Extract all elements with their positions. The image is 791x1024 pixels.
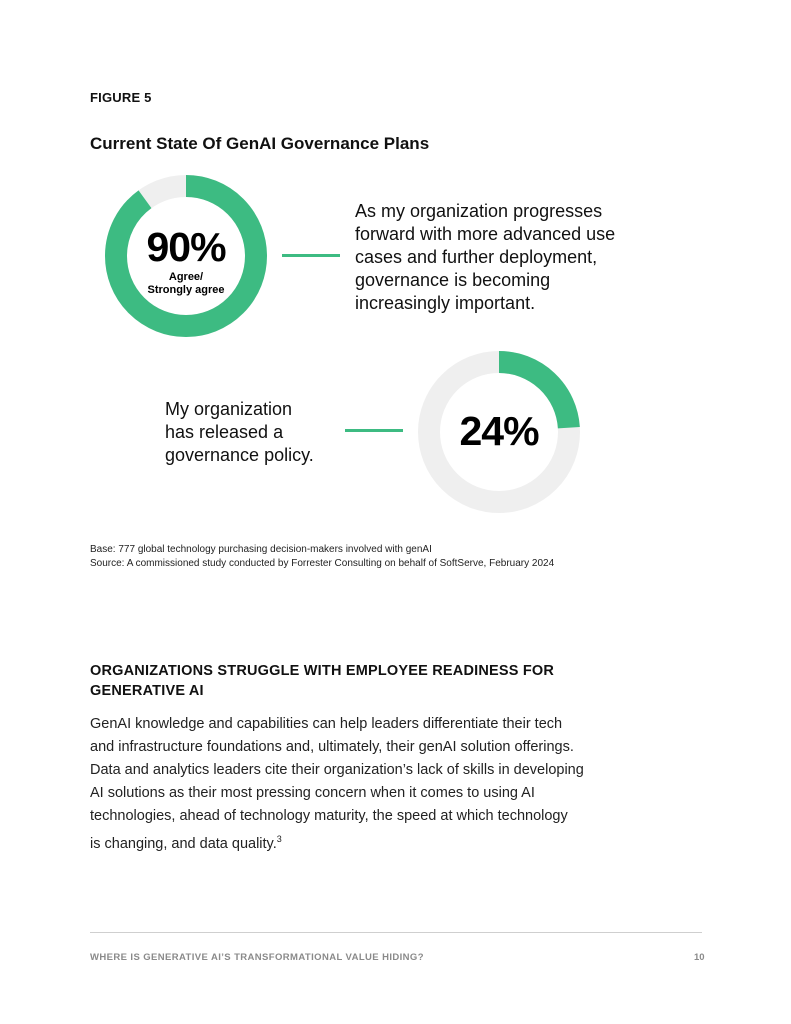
statement-governance-importance: [355, 200, 655, 315]
body-line: and infrastructure foundations and, ultimately, their genAI solution offerings.: [90, 739, 574, 755]
statement-line: governance policy.: [165, 445, 314, 465]
statement-line: governance is becoming: [355, 270, 551, 290]
body-line: Data and analytics leaders cite their organization’s lack of skills in developing: [90, 762, 584, 778]
statement-line: As my organization progresses: [355, 201, 603, 221]
source-note: Source: A commissioned study conducted by Forrester Consulting on behalf of SoftServe, February 2024: [90, 558, 555, 569]
body-line: AI solutions as their most pressing concern when it comes to using AI: [90, 785, 535, 801]
figure-label: FIGURE 5: [90, 90, 152, 105]
body-line: technologies, ahead of technology maturity, the speed at which technology: [90, 808, 568, 824]
statement-line: My organization: [165, 399, 293, 419]
connector-line-policy: [345, 429, 403, 432]
donut-agree-sublabel-1: Agree/: [168, 271, 204, 283]
footnote-reference: 3: [276, 834, 282, 844]
donut-agree-sublabel-2: Strongly agree: [147, 284, 225, 296]
donut-policy-percent: 24%: [459, 408, 539, 454]
body-line: is changing, and data quality.: [90, 835, 277, 852]
statement-policy-released: [165, 398, 365, 467]
statement-line: forward with more advanced use: [355, 224, 616, 244]
section-heading: [90, 661, 610, 701]
statement-line: increasingly important.: [355, 293, 536, 313]
section-heading-line: GENERATIVE AI: [90, 683, 204, 699]
statement-line: has released a: [165, 422, 284, 442]
section-heading-line: ORGANIZATIONS STRUGGLE WITH EMPLOYEE READINESS FOR: [90, 663, 555, 679]
figure-title: Current State Of GenAI Governance Plans: [90, 134, 430, 153]
base-note: Base: 777 global technology purchasing decision-makers involved with genAI: [90, 544, 432, 555]
statement-line: cases and further deployment,: [355, 247, 598, 267]
donut-chart-policy: [417, 350, 581, 514]
footer-divider: [90, 932, 702, 933]
donut-chart-agree: [104, 174, 268, 338]
footer-page-number: 10: [694, 952, 705, 963]
body-line: GenAI knowledge and capabilities can help leaders differentiate their tech: [90, 716, 563, 732]
body-line-last: [90, 828, 630, 856]
section-body: [90, 713, 630, 856]
footer-report-title: WHERE IS GENERATIVE AI’S TRANSFORMATIONAL VALUE HIDING?: [90, 952, 424, 963]
donut-agree-percent: 90%: [146, 224, 226, 270]
connector-line-agree: [282, 254, 340, 257]
